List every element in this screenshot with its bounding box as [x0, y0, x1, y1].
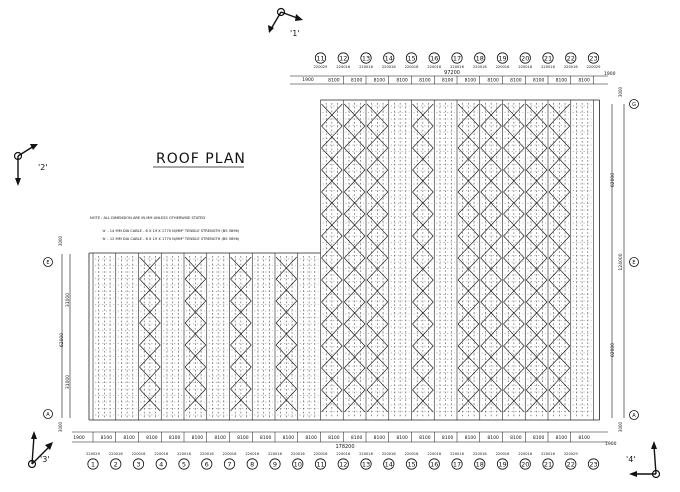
bottom-grid-bubble-14: 14 [384, 460, 393, 469]
right-lower-dim: 62000 [611, 342, 616, 358]
bottom-grid-bubble-2: 2 [113, 460, 118, 469]
top-grid-bubble-17: 17 [452, 54, 462, 63]
note-line-1: NOTE : ALL DIMENSION ARE IN MM UNLESS OTHERWISE STATED [90, 216, 206, 220]
top-span-dim-2: 8100 [350, 78, 363, 84]
bottom-grid-bubble-5: 5 [181, 460, 187, 469]
bottom-member-label-12: 220016 [336, 452, 351, 456]
bottom-span-dim-6: 8100 [214, 436, 226, 441]
top-span-dim-8: 8100 [487, 78, 499, 84]
bottom-grid-bubble-11: 11 [316, 460, 325, 469]
bottom-span-dim-19: 8100 [510, 436, 522, 441]
bottom-grid-bubble-4: 4 [159, 460, 164, 469]
top-grid-bubble-12: 12 [339, 54, 348, 63]
bottom-grid-bubble-15: 15 [407, 460, 416, 469]
note-line-3: 'b' - 12 MM DIA CABLE - 6 X 19 X 1770 N/MM² TENSILE STRENGTH (BS 5896) [102, 237, 240, 241]
top-member-label-1: 220029 [313, 65, 328, 69]
bottom-grid-bubble-21: 21 [543, 460, 553, 469]
bottom-member-label-6: 220016 [199, 452, 214, 456]
bottom-right-end-dim: 1900 [605, 442, 617, 447]
note-line-2: 'a' - 14 MM DIA CABLE - 6 X 19 X 1770 N/MM² TENSILE STRENGTH (BS 5896) [102, 229, 240, 233]
top-grid-bubble-22: 22 [566, 54, 575, 63]
left-upper-dim: 31000 [66, 292, 71, 308]
bottom-span-dim-22: 8100 [578, 436, 590, 441]
bottom-member-label-18: 220016 [472, 452, 487, 456]
bottom-span-dim-5: 8100 [191, 436, 204, 441]
bottom-grid-bubble-13: 13 [361, 460, 371, 469]
view-label-2: '2' [38, 163, 48, 172]
top-member-label-2: 220016 [336, 65, 351, 69]
bottom-member-label-2: 220016 [108, 452, 123, 456]
left-overall-dim: 62000 [60, 332, 65, 348]
bottom-span-dim-15: 8100 [419, 436, 431, 441]
top-span-dim-6: 8100 [441, 78, 454, 84]
top-span-dim-11: 8100 [555, 78, 568, 84]
top-grid-bubble-15: 15 [407, 54, 416, 63]
top-span-dim-1: 8100 [328, 78, 340, 84]
view-label-1: '1' [290, 29, 300, 38]
top-span-dim-10: 8100 [532, 78, 545, 84]
top-overall-dim: 97200 [444, 70, 460, 76]
bottom-grid-bubble-20: 20 [521, 460, 530, 469]
top-left-end-dim: 1900 [302, 78, 314, 83]
bottom-span-dim-9: 8100 [282, 436, 295, 441]
bottom-overall-dim: 178200 [335, 444, 355, 450]
top-member-label-8: 220016 [472, 65, 487, 69]
bottom-member-label-21: 220016 [541, 452, 555, 456]
bottom-span-dim-4: 8100 [168, 436, 181, 441]
top-member-label-13: 220029 [586, 65, 601, 69]
top-grid-bubble-14: 14 [384, 54, 393, 63]
bottom-grid-bubble-19: 19 [498, 460, 507, 469]
bottom-grid-bubble-6: 6 [204, 460, 209, 469]
top-grid-bubble-18: 18 [475, 54, 484, 63]
right-upper-dim: 62000 [611, 172, 616, 188]
bottom-left-end-dim: 1900 [73, 436, 85, 441]
top-member-label-11: 220016 [541, 65, 555, 69]
bottom-member-label-14: 220016 [381, 452, 396, 456]
top-span-dim-3: 8100 [373, 78, 386, 84]
bottom-member-label-5: 220016 [177, 452, 191, 456]
bottom-span-dim-21: 8100 [555, 436, 568, 441]
bottom-grid-bubble-23: 23 [589, 460, 598, 469]
bottom-span-dim-12: 8100 [350, 436, 363, 441]
bottom-grid-bubble-12: 12 [339, 460, 348, 469]
top-span-dim-5: 8100 [419, 78, 431, 84]
bottom-member-label-16: 220016 [427, 452, 442, 456]
top-span-dim-9: 8100 [510, 78, 522, 84]
top-member-label-7: 220016 [450, 65, 464, 69]
top-right-end-dim: 1900 [604, 72, 616, 77]
bottom-member-label-11: 220016 [313, 452, 328, 456]
row-bubble-right-e: E [632, 260, 636, 266]
bottom-span-dim-7: 8100 [237, 436, 249, 441]
top-grid-bubble-23: 23 [589, 54, 598, 63]
top-span-dim-7: 8100 [464, 78, 477, 84]
bottom-span-dim-10: 8100 [305, 436, 317, 441]
row-bubble-right-a: A [632, 413, 636, 419]
top-member-label-9: 220016 [495, 65, 510, 69]
bottom-member-label-10: 220016 [290, 452, 305, 456]
bottom-member-label-13: 220016 [359, 452, 373, 456]
top-span-dim-4: 8100 [396, 78, 408, 84]
bottom-grid-bubble-10: 10 [293, 460, 302, 469]
left-bottom-end-dim: 3000 [58, 421, 63, 433]
bottom-member-label-19: 220016 [495, 452, 510, 456]
top-span-dim-12: 8100 [578, 78, 590, 84]
bottom-grid-bubble-9: 9 [272, 460, 278, 469]
right-top-end-dim: 3000 [618, 86, 623, 98]
bottom-grid-bubble-3: 3 [136, 460, 141, 469]
row-bubble-left-a: A [46, 412, 50, 418]
bottom-grid-bubble-7: 7 [227, 460, 232, 469]
bottom-grid-bubble-1: 1 [90, 460, 96, 469]
bottom-grid-bubble-16: 16 [430, 460, 439, 469]
bottom-member-label-17: 220016 [450, 452, 464, 456]
drawing-title: ROOF PLAN [156, 151, 246, 167]
bottom-member-label-3: 220016 [131, 452, 146, 456]
view-label-3: '3' [40, 455, 50, 464]
top-member-label-5: 220016 [404, 65, 419, 69]
bottom-span-dim-14: 8100 [396, 436, 408, 441]
bottom-member-label-1: 220029 [86, 452, 100, 456]
bottom-grid-bubble-17: 17 [452, 460, 462, 469]
top-grid-bubble-21: 21 [543, 54, 553, 63]
top-grid-bubble-11: 11 [316, 54, 325, 63]
bottom-span-dim-13: 8100 [373, 436, 386, 441]
bottom-member-label-8: 220016 [245, 452, 260, 456]
top-grid-bubble-19: 19 [498, 54, 507, 63]
top-member-label-6: 220016 [427, 65, 442, 69]
right-bottom-end-dim: 3000 [618, 421, 623, 433]
bottom-span-dim-11: 8100 [328, 436, 340, 441]
bottom-member-label-22: 220029 [563, 452, 578, 456]
top-member-label-10: 220016 [518, 65, 533, 69]
row-bubble-right-g: G [632, 102, 636, 108]
bottom-span-dim-17: 8100 [464, 436, 477, 441]
bottom-member-label-4: 220016 [154, 452, 169, 456]
top-member-label-3: 220016 [359, 65, 373, 69]
bottom-span-dim-16: 8100 [441, 436, 454, 441]
top-member-label-12: 220016 [563, 65, 578, 69]
top-member-label-4: 220016 [381, 65, 396, 69]
bottom-grid-bubble-18: 18 [475, 460, 484, 469]
bottom-grid-bubbles [88, 459, 599, 469]
bottom-member-label-20: 220016 [518, 452, 533, 456]
top-grid-bubble-20: 20 [521, 54, 530, 63]
bottom-member-label-7: 220016 [222, 452, 237, 456]
top-grid-bubble-13: 13 [361, 54, 371, 63]
bottom-span-dim-2: 8100 [123, 436, 135, 441]
bottom-member-label-15: 220016 [404, 452, 419, 456]
bottom-member-label-9: 220016 [268, 452, 282, 456]
left-top-end-dim: 3000 [58, 235, 63, 247]
left-lower-dim: 31000 [66, 374, 71, 390]
bottom-span-dim-3: 8100 [146, 436, 158, 441]
right-overall-dim: 124000 [619, 253, 624, 271]
view-label-4: '4' [626, 455, 636, 464]
bottom-span-dim-1: 8100 [100, 436, 113, 441]
row-bubble-left-e: E [46, 260, 50, 266]
bottom-span-dim-8: 8100 [259, 436, 272, 441]
top-grid-bubble-16: 16 [430, 54, 439, 63]
bottom-grid-bubble-8: 8 [250, 460, 255, 469]
bottom-span-dim-20: 8100 [532, 436, 545, 441]
bottom-grid-bubble-22: 22 [566, 460, 575, 469]
bottom-span-dim-18: 8100 [487, 436, 499, 441]
